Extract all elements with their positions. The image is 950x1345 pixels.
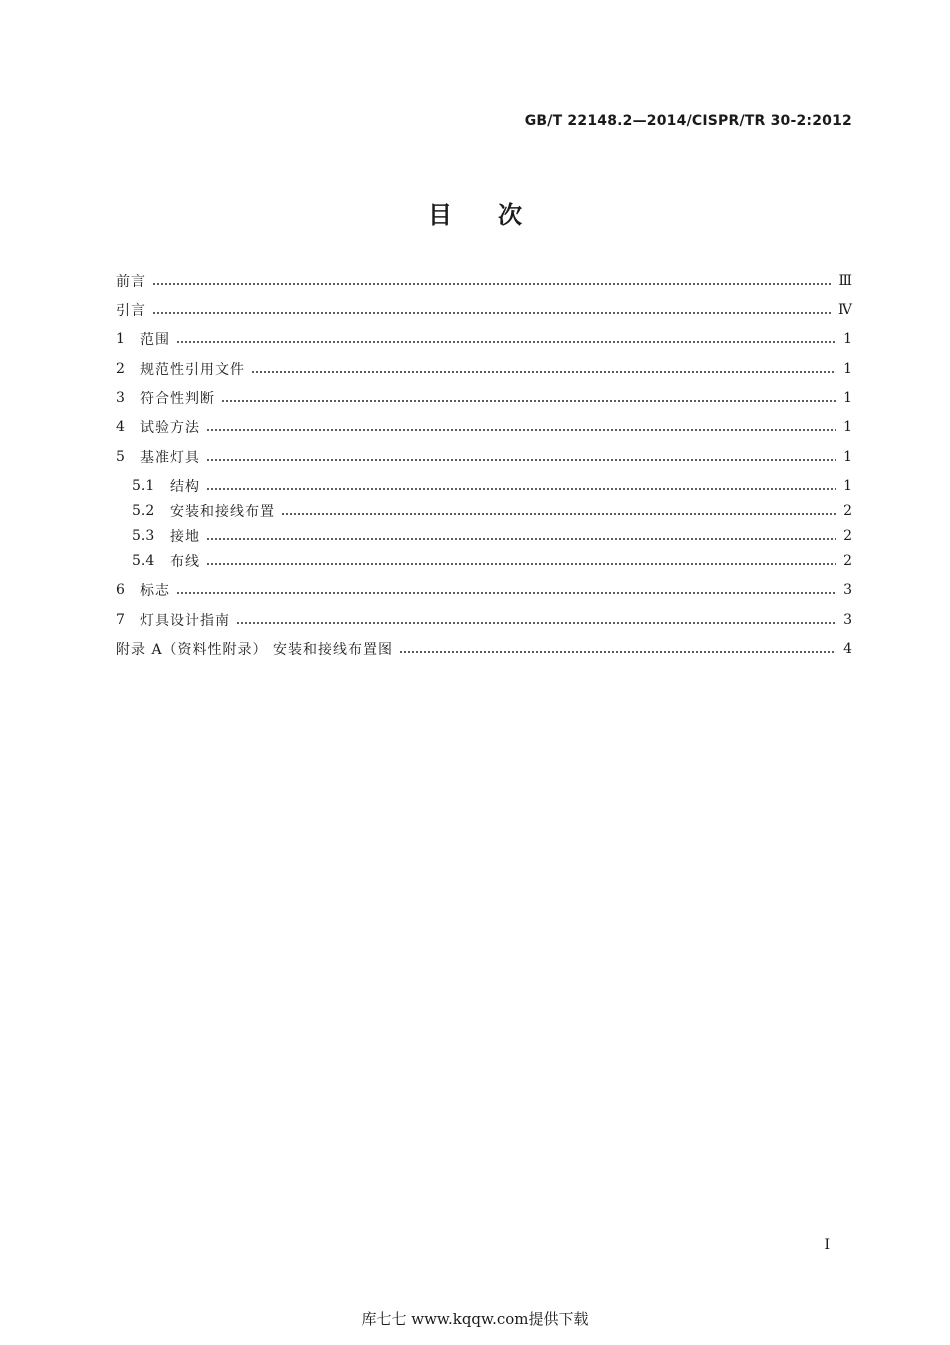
toc-page: 1	[843, 361, 852, 377]
toc-label: 规范性引用文件	[140, 362, 245, 378]
toc-entry-7[interactable]	[116, 609, 852, 631]
toc-number: 5	[116, 449, 125, 465]
toc-label: 结构	[170, 479, 200, 495]
toc-entry-5-2[interactable]	[116, 500, 852, 522]
toc-label: 安装和接线布置	[170, 504, 275, 520]
toc-entry-1[interactable]	[116, 328, 852, 350]
toc-label: 引言	[116, 303, 146, 319]
leader-dots	[176, 341, 836, 343]
toc-label: 符合性判断	[140, 391, 215, 407]
toc-page: 3	[843, 612, 852, 628]
leader-dots	[206, 563, 836, 565]
leader-dots	[152, 283, 832, 285]
toc-page: 1	[843, 390, 852, 406]
toc-label: 试验方法	[140, 420, 200, 436]
toc-page: 2	[843, 553, 852, 569]
toc-label: 接地	[170, 529, 200, 545]
toc-entry-6[interactable]	[116, 579, 852, 601]
toc-label: 基准灯具	[140, 450, 200, 466]
leader-dots	[176, 592, 836, 594]
toc-entry-annex-a[interactable]	[116, 638, 852, 660]
toc-entry-4[interactable]	[116, 416, 852, 438]
toc-page: 1	[843, 449, 852, 465]
toc-page: 2	[843, 503, 852, 519]
leader-dots	[399, 651, 836, 653]
toc-page: Ⅲ	[838, 273, 852, 289]
toc-page: Ⅳ	[838, 302, 852, 318]
toc-number: 7	[116, 612, 125, 628]
toc-page: 1	[843, 478, 852, 494]
toc-label: 标志	[140, 583, 170, 599]
toc-entry-foreword[interactable]	[116, 270, 852, 292]
toc-number: 2	[116, 361, 125, 377]
toc-entry-2[interactable]	[116, 358, 852, 380]
leader-dots	[221, 400, 836, 402]
toc-number: 5.3	[132, 528, 155, 544]
toc-page: 4	[843, 641, 852, 657]
toc-number: 1	[116, 331, 125, 347]
download-source-footer: 库七七 www.kqqw.com提供下载	[361, 1310, 589, 1328]
toc-entry-5-3[interactable]	[116, 525, 852, 547]
toc-number: 5.2	[132, 503, 155, 519]
toc-page: 3	[843, 582, 852, 598]
toc-entry-5[interactable]	[116, 446, 852, 468]
page-number: I	[824, 1237, 830, 1253]
toc-number: 5.4	[132, 553, 155, 569]
leader-dots	[206, 459, 836, 461]
toc-entry-3[interactable]	[116, 387, 852, 409]
toc-page: 1	[843, 419, 852, 435]
leader-dots	[281, 513, 836, 515]
toc-page: 1	[843, 331, 852, 347]
page-title: 目次	[428, 201, 568, 229]
leader-dots	[206, 538, 836, 540]
toc-entry-5-4[interactable]	[116, 550, 852, 572]
toc-page: 2	[843, 528, 852, 544]
toc-label: 范围	[140, 332, 170, 348]
leader-dots	[236, 622, 836, 624]
toc-number: 5.1	[132, 478, 155, 494]
leader-dots	[206, 429, 836, 431]
toc-entry-introduction[interactable]	[116, 299, 852, 321]
standard-code: GB/T 22148.2—2014/CISPR/TR 30-2:2012	[524, 113, 852, 129]
toc-entry-5-1[interactable]	[116, 475, 852, 497]
toc-number: 6	[116, 582, 125, 598]
toc-label: 灯具设计指南	[140, 613, 230, 629]
toc-number: 4	[116, 419, 125, 435]
toc-label: 附录 A（资料性附录） 安装和接线布置图	[116, 642, 394, 658]
toc-label: 前言	[116, 274, 146, 290]
toc-number: 3	[116, 390, 125, 406]
leader-dots	[206, 488, 836, 490]
leader-dots	[152, 312, 832, 314]
leader-dots	[251, 371, 836, 373]
toc-label: 布线	[170, 554, 200, 570]
